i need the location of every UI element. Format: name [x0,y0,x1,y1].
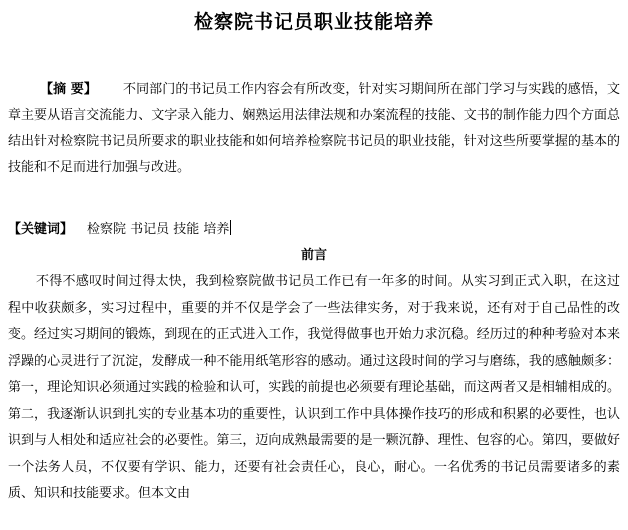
abstract-text: 不同部门的书记员工作内容会有所改变，针对实习期间所在部门学习与实践的感悟，文章主要从语言交流能力、文字录入能力、娴熟运用法律法规和办案流程的技能、文书的制作能力四个方面总结出针对检察院书记员所要求的职业技能和如何培养检察院书记员的职业技能，针对这些所要掌握的基本的技能和不足而进行加强与改进。 [8,82,620,175]
keywords-line [8,217,620,243]
document-title: 检察院书记员职业技能培养 [193,11,434,33]
keywords-label: 【关键词】 [8,222,74,237]
keywords-text: 检察院 书记员 技能 培养 [87,222,230,237]
abstract-label: 【摘 要】 [40,82,97,97]
section-heading-preface: 前言 [300,248,327,263]
abstract-paragraph [8,77,620,181]
preface-body-text: 不得不感叹时间过得太快，我到检察院做书记员工作已有一年多的时间。从实习到正式入职，在这过程中收获颇多，实习过程中，重要的并不仅是学会了一些法律实务，对于我来说，还有对于自己品性的改变。经过实习期间的锻炼，到现在的正式进入工作，我觉得做事也开始力求沉稳。经历过的种种考验对本来浮躁的心灵进行了沉淀，发酵成一种不能用纸笔形容的感动。通过这段时间的学习与磨练，我的感触颇多：第一，理论知识必须通过实践的检验和认可，实践的前提也必须要有理论基础，而这两者又是相辅相成的。第二，我逐渐认识到扎实的专业基本功的重要性，认识到工作中具体操作技巧的形成和积累的必要性，也认识到与人相处和适应社会的必要性。第三，迈向成熟最需要的是一颗沉静、理性、包容的心。第四，要做好一个法务人员，不仅要有学识、能力，还要有社会责任心，良心，耐心。一名优秀的书记员需要诸多的素质、知识和技能要求。但本文由 [8,274,620,501]
text-cursor [230,220,231,235]
